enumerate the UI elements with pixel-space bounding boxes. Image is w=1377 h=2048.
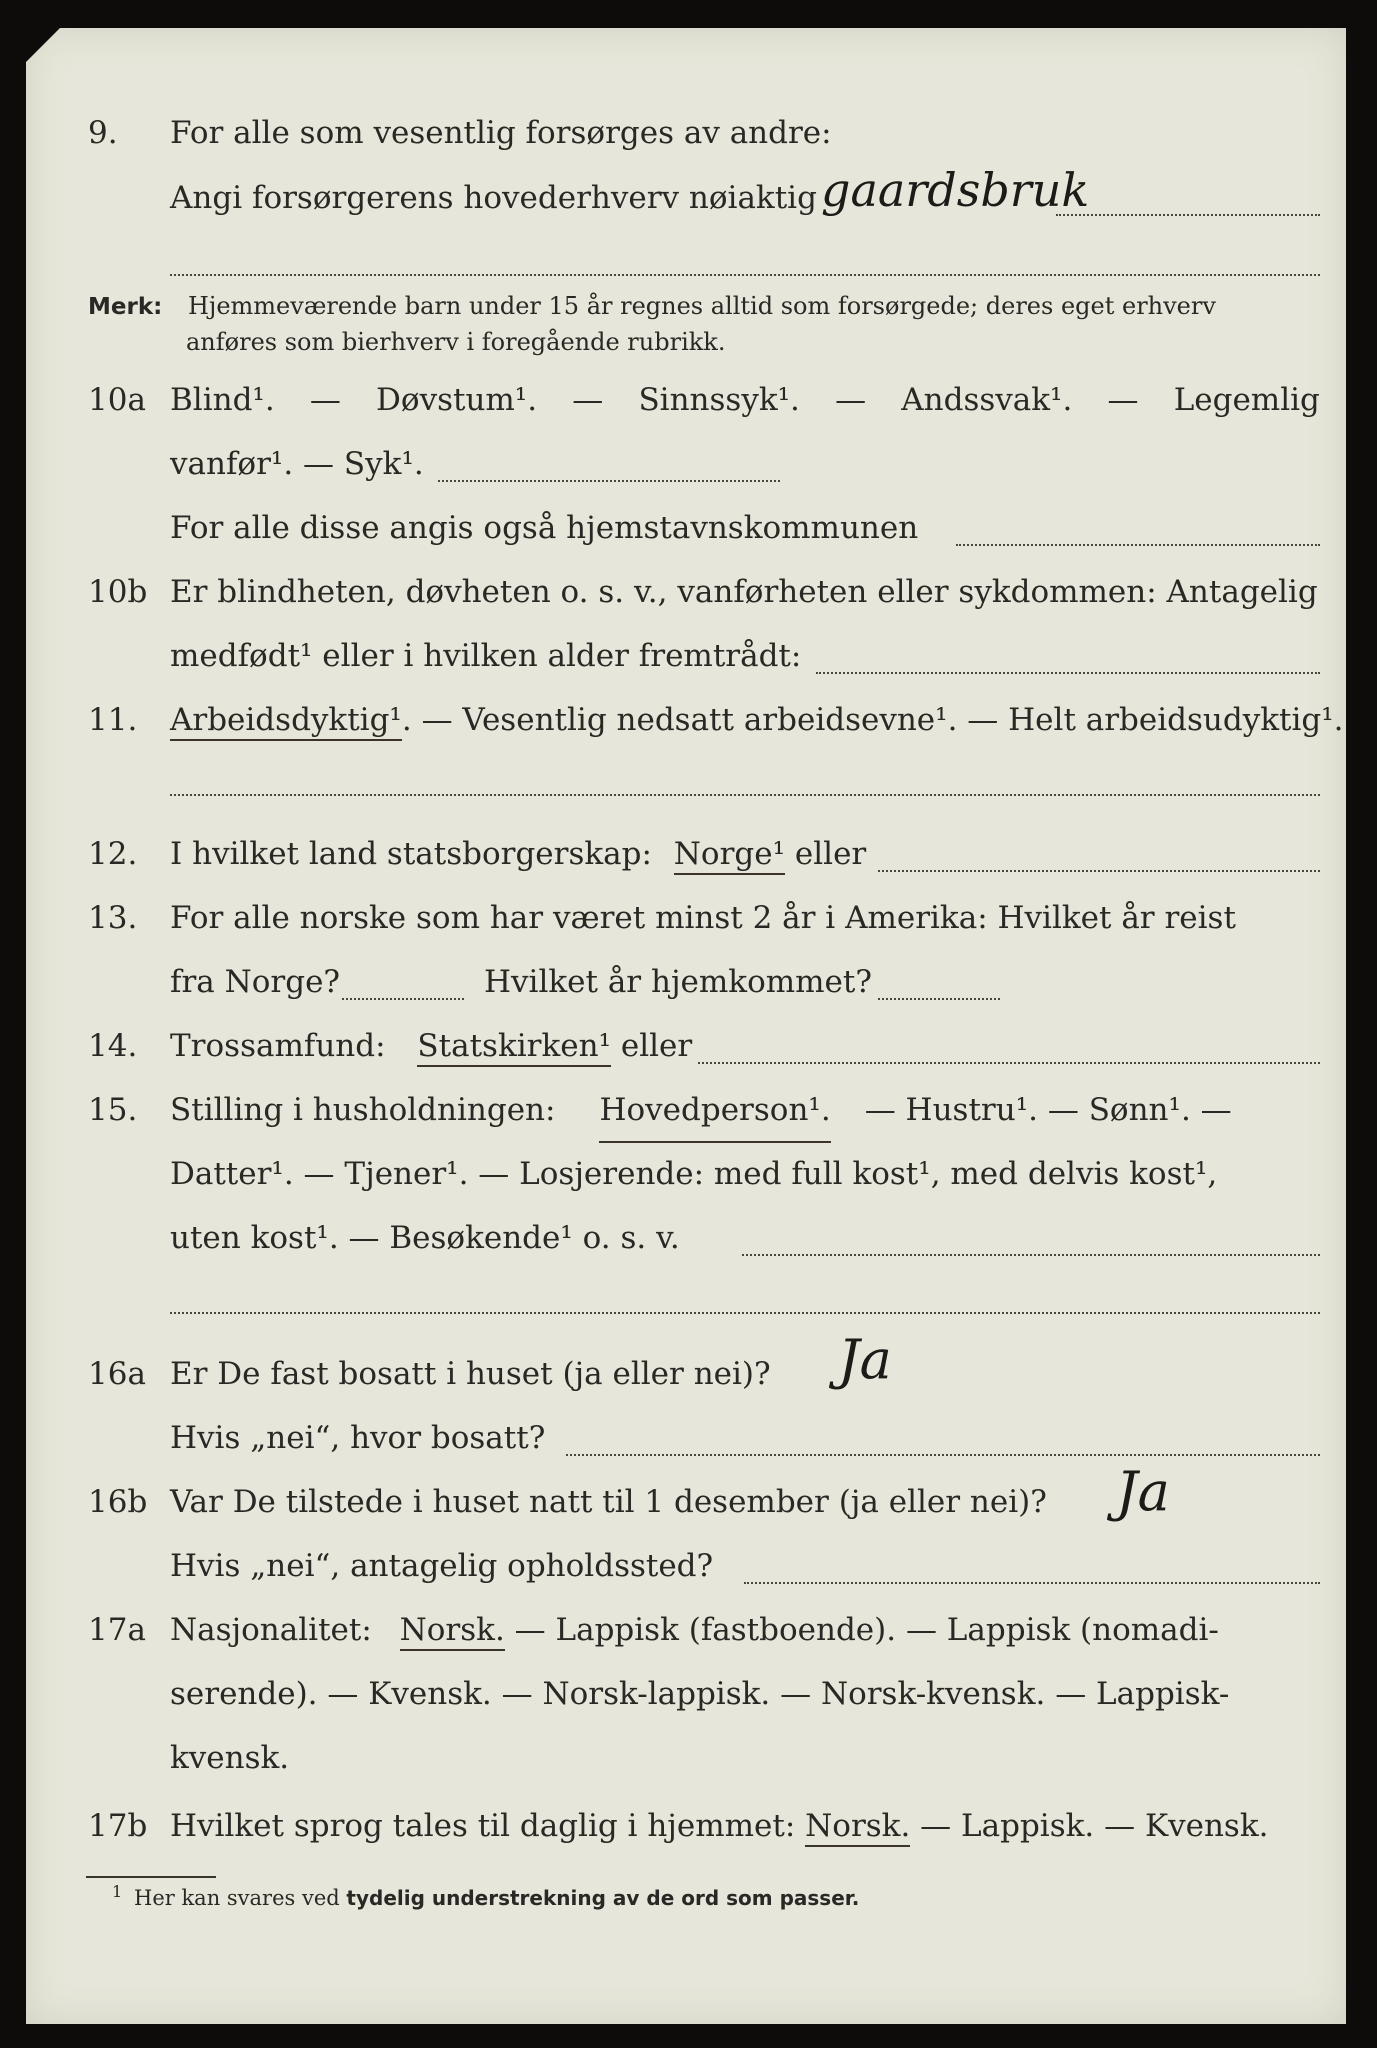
q11-extra-line <box>170 794 1320 796</box>
merk-label: Merk: <box>88 294 163 320</box>
footnote-mark: 1 <box>112 1882 123 1901</box>
q15-text-2: Datter¹. — Tjener¹. — Losjerende: med full kost¹, med delvis kost¹, <box>170 1156 1218 1192</box>
q17b-pre: Hvilket sprog tales til daglig i hjemmet: <box>170 1808 796 1844</box>
q13-line2 <box>26 952 1346 1012</box>
q17b-post: — Lappisk. — Kvensk. <box>920 1808 1269 1844</box>
q10a-dash-4: — <box>1107 382 1139 418</box>
q9-text-1: For alle som vesentlig forsørges av andre: <box>170 115 832 151</box>
q16a-handwritten-answer: Ja <box>838 1328 892 1391</box>
q11-number: 11. <box>88 702 138 738</box>
q15-line3 <box>26 1208 1346 1268</box>
q9-number: 9. <box>88 115 118 151</box>
q11-arbeidsdyktig-underlined: Arbeidsdyktig¹ <box>170 702 402 741</box>
q16b-line1 <box>26 1460 1346 1532</box>
q9-answer-line <box>1056 214 1320 216</box>
q10a-line1 <box>26 370 1346 430</box>
q12-pre: I hvilket land statsborgerskap: <box>170 836 652 872</box>
q15-line2 <box>26 1144 1346 1204</box>
footnote-rule <box>86 1876 216 1878</box>
q17b-line <box>26 1796 1346 1856</box>
q12-number: 12. <box>88 836 138 872</box>
q10a-legemlig: Legemlig <box>1173 382 1320 418</box>
q17a-line1 <box>26 1600 1346 1660</box>
footnote <box>112 1882 860 1910</box>
q14-text <box>170 1016 692 1076</box>
merk-note-line2: anføres som bierhverv i foregående rubrikk. <box>186 328 726 356</box>
q13-reist-line <box>342 998 464 1000</box>
q16a-text-2: Hvis „nei“, hvor bosatt? <box>170 1420 546 1456</box>
q13-number: 13. <box>88 900 138 936</box>
q10a-andssvak: Andssvak¹. <box>901 382 1073 418</box>
q13-text-2a: fra Norge? <box>170 964 341 1000</box>
q14-pre: Trossamfund: <box>170 1028 386 1064</box>
q15-text-1 <box>170 1080 1320 1143</box>
q9-line1 <box>26 103 1346 163</box>
q15-number: 15. <box>88 1092 138 1128</box>
q11-rest: . — Vesentlig nedsatt arbeidsevne¹. — Helt arbeidsudyktig¹. <box>401 702 1344 738</box>
q17a-norsk-underlined: Norsk. <box>400 1612 505 1651</box>
q17a-number: 17a <box>88 1612 146 1648</box>
footnote-plain: Her kan svares ved <box>134 1886 340 1910</box>
q17a-post: — Lappisk (fastboende). — Lappisk (nomadi- <box>514 1612 1219 1648</box>
q14-statskirken-underlined: Statskirken¹ <box>417 1028 611 1067</box>
q15-post: — Hustru¹. — Sønn¹. — <box>864 1092 1232 1128</box>
q11-text <box>170 690 1344 750</box>
q16a-line2 <box>26 1408 1346 1468</box>
q16a-text-1: Er De fast bosatt i huset (ja eller nei)? <box>170 1356 771 1392</box>
q17a-line3 <box>26 1728 1346 1788</box>
q16a-number: 16a <box>88 1356 146 1392</box>
q17b-number: 17b <box>88 1808 148 1844</box>
q12-post: eller <box>794 836 867 872</box>
q9-handwritten-answer: gaardsbruk <box>821 163 1090 217</box>
q14-answer-line <box>698 1062 1320 1064</box>
q17b-norsk-underlined: Norsk. <box>805 1808 910 1847</box>
q17a-text-2: serende). — Kvensk. — Norsk-lappisk. — Norsk-kvensk. — Lappisk- <box>170 1676 1230 1712</box>
q10a-dovstum: Døvstum¹. <box>376 382 538 418</box>
q10a-syk-line <box>438 480 780 482</box>
merk-note-line1 <box>88 288 1216 325</box>
q12-norge-underlined: Norge¹ <box>674 836 785 875</box>
q15-line1 <box>26 1080 1346 1140</box>
q10b-text-1: Er blindheten, døvheten o. s. v., vanførheten eller sykdommen: Antagelig <box>170 574 1318 610</box>
q17a-pre: Nasjonalitet: <box>170 1612 372 1648</box>
q10a-line2 <box>26 434 1346 494</box>
q13-hjemkommet-line <box>878 998 1000 1000</box>
q10a-dash-3: — <box>835 382 867 418</box>
q10a-options <box>170 370 1320 430</box>
q10b-line1 <box>26 562 1346 622</box>
q9-line2 <box>26 163 1346 228</box>
q15-answer-line <box>742 1254 1320 1256</box>
q15-hovedperson-underlined: Hovedperson¹. <box>599 1080 830 1143</box>
q12-text <box>170 824 866 884</box>
q17a-text-3: kvensk. <box>170 1740 290 1776</box>
merk-text-1: Hjemmeværende barn under 15 år regnes alltid som forsørgede; deres eget erhverv <box>187 292 1216 320</box>
q9-text-2: Angi forsørgerens hovederhverv nøiaktig <box>170 180 817 216</box>
q16a-answer-line <box>566 1454 1320 1456</box>
q10a-text-2: vanfør¹. — Syk¹. <box>170 446 424 482</box>
q16b-line2 <box>26 1536 1346 1596</box>
q13-text-1: For alle norske som har været minst 2 år i Amerika: Hvilket år reist <box>170 900 1236 936</box>
q10a-line3 <box>26 498 1346 558</box>
q13-line1 <box>26 888 1346 948</box>
q15-pre: Stilling i husholdningen: <box>170 1092 556 1128</box>
q16b-answer-line <box>744 1582 1320 1584</box>
q10b-number: 10b <box>88 574 148 610</box>
q16b-text-1: Var De tilstede i huset natt til 1 desember (ja eller nei)? <box>170 1484 1047 1520</box>
q10b-answer-line <box>816 672 1320 674</box>
q15-extra-line <box>170 1312 1320 1314</box>
q17a-text-1 <box>170 1600 1219 1660</box>
q13-text-2b: Hvilket år hjemkommet? <box>484 964 872 1000</box>
q16a-line1 <box>26 1328 1346 1404</box>
q10a-sinnssyk: Sinnssyk¹. <box>638 382 800 418</box>
footnote-bold: tydelig understrekning av de ord som passer. <box>346 1886 860 1910</box>
q10a-number: 10a <box>88 382 146 418</box>
q10a-blind: Blind¹. <box>170 382 275 418</box>
q10b-text-2: medfødt¹ eller i hvilken alder fremtrådt: <box>170 638 802 674</box>
q17a-line2 <box>26 1664 1346 1724</box>
q14-post: eller <box>620 1028 693 1064</box>
torn-corner <box>26 28 60 62</box>
q10a-dash-2: — <box>572 382 604 418</box>
census-form-page <box>26 28 1346 2024</box>
q12-answer-line <box>878 870 1320 872</box>
q10a-kommune-line <box>956 544 1320 546</box>
q10a-dash-1: — <box>309 382 341 418</box>
q14-line <box>26 1016 1346 1076</box>
q17b-text <box>170 1796 1268 1856</box>
q15-text-3: uten kost¹. — Besøkende¹ o. s. v. <box>170 1220 680 1256</box>
q14-number: 14. <box>88 1028 138 1064</box>
q16b-number: 16b <box>88 1484 148 1520</box>
q10b-line2 <box>26 626 1346 686</box>
q12-line <box>26 824 1346 884</box>
q11-line <box>26 690 1346 750</box>
q16b-text-2: Hvis „nei“, antagelig opholdssted? <box>170 1548 714 1584</box>
q16b-handwritten-answer: Ja <box>1116 1460 1170 1523</box>
q10a-text-3: For alle disse angis også hjemstavnskommunen <box>170 510 919 546</box>
q9-extra-line <box>170 274 1320 276</box>
